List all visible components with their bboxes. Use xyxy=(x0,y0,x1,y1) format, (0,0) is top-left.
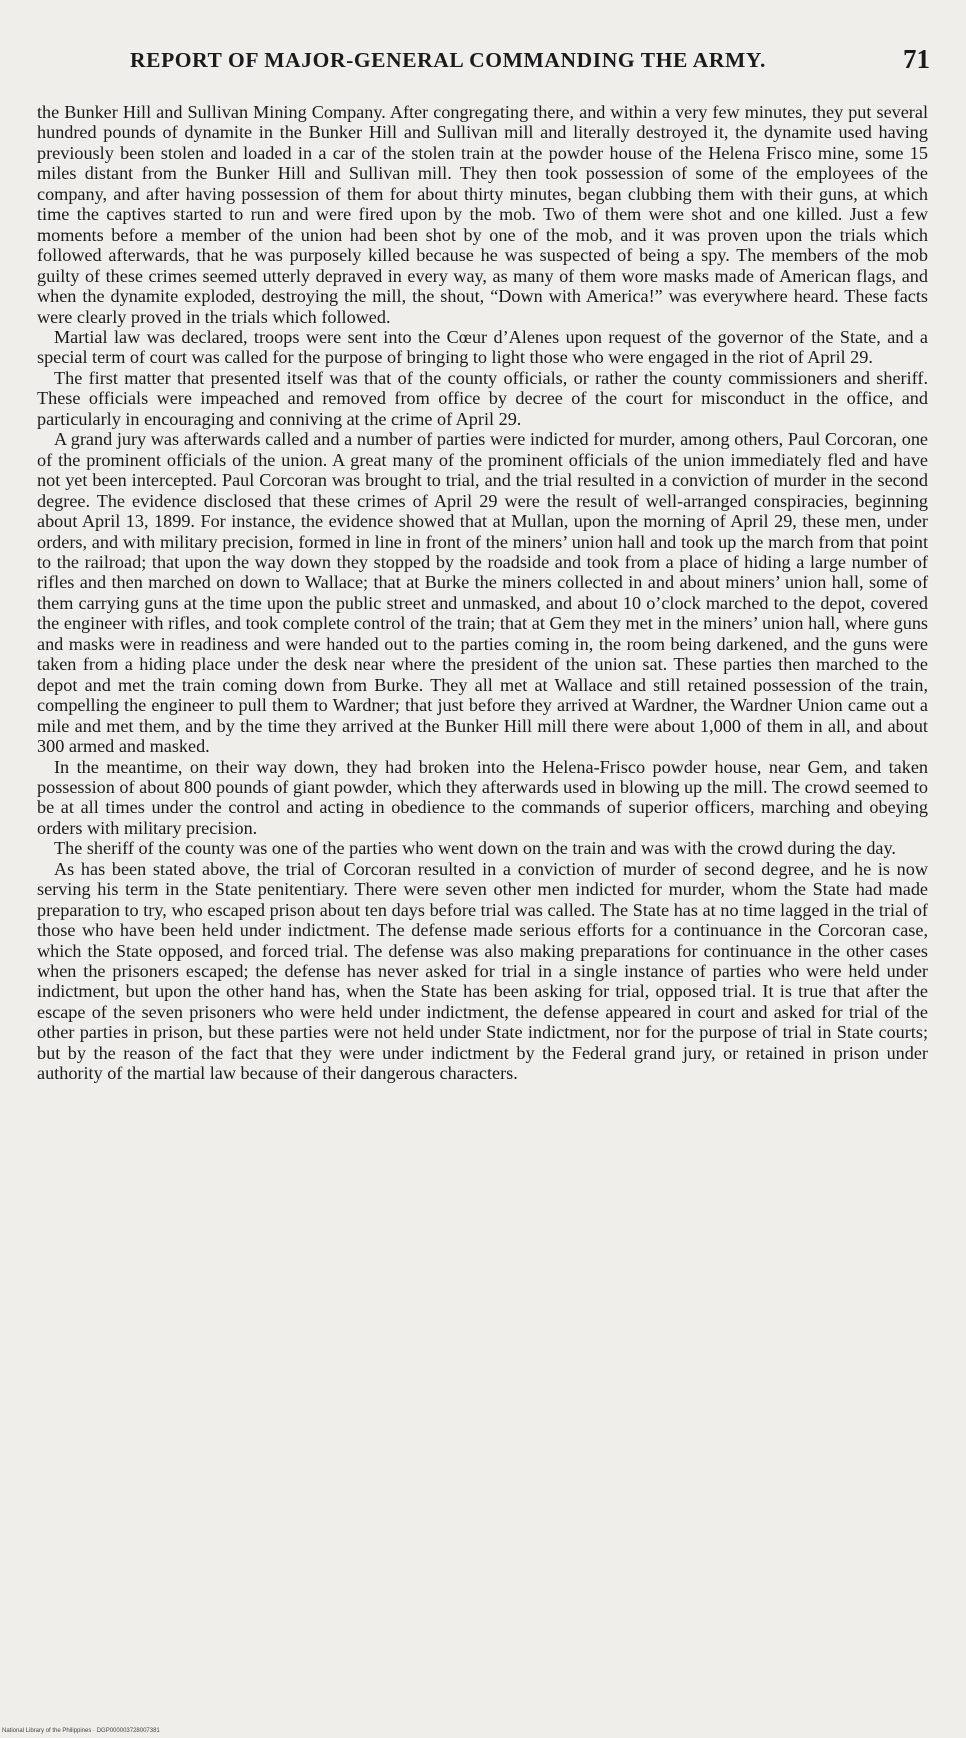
paragraph-3: The first matter that presented itself was that of the county officials, or rather the county commissioners and sheriff. These officials were impeached and removed from office by decree of the court for misconduct in the office, and particularly in encouraging and conniving at the crime of April 29. xyxy=(37,367,928,429)
paragraph-1: the Bunker Hill and Sullivan Mining Company. After congregating there, and within a very few minutes, they put several hundred pounds of dynamite in the Bunker Hill and Sullivan mill and literally destroyed it, the dynamite used having previously been stolen and loaded in a car of the stolen train at the powder house of the Helena Frisco mine, some 15 miles distant from the Bunker Hill and Sullivan mill. They then took possession of some of the employees of the company, and after having possession of them for about thirty minutes, began clubbing them with their guns, at which time the captives started to run and were fired upon by the mob. Two of them were shot and one killed. Just a few moments before a member of the union had been shot by one of the mob, and it was proven upon the trials which followed afterwards, that he was purposely killed because he was suspected of being a spy. The members of the mob guilty of these crimes seemed utterly depraved in every way, as many of them wore masks made of American flags, and when the dynamite exploded, destroying the mill, the shout, “Down with America!” was everywhere heard. These facts were clearly proved in the trials which followed. xyxy=(37,102,928,327)
footer-credit: National Library of the Philippines · DGP000003728007381 xyxy=(2,1728,160,1734)
paragraph-4: A grand jury was afterwards called and a number of parties were indicted for murder, among others, Paul Corcoran, one of the prominent officials of the union. A great many of the prominent officials of the union immediately fled and have not yet been intercepted. Paul Corcoran was brought to trial, and the trial resulted in a conviction of murder in the second degree. The evidence disclosed that these crimes of April 29 were the result of well-arranged conspiracies, beginning about April 13, 1899. For instance, the evidence showed that at Mullan, upon the morning of April 29, these men, under orders, and with military precision, formed in line in front of the miners’ union hall and took up the march from that point to the railroad; that upon the way down they stopped by the roadside and took from a place of hiding a large number of rifles and then marched on down to Wallace; that at Burke the miners collected in and about miners’ union hall, some of them carrying guns at the time upon the public street and unmasked, and about 10 o’clock marched to the depot, covered the engineer with rifles, and took complete control of the train; that at Gem they met in the miners’ union hall, where guns and masks were in readiness and were handed out to the parties coming in, the room being darkened, and the guns were taken from a hiding place under the desk near where the president of the union sat. These parties then marched to the depot and met the train coming down from Burke. They all met at Wallace and still retained possession of the train, compelling the engineer to pull them to Wardner; that just before they arrived at Wardner, the Wardner Union came out a mile and met them, and by the time they arrived at the Bunker Hill mill there were about 1,000 of them in all, and about 300 armed and masked. xyxy=(37,429,928,757)
paragraph-6: The sheriff of the county was one of the parties who went down on the train and was with the crowd during the day. xyxy=(54,838,896,859)
paragraph-2: Martial law was declared, troops were sent into the Cœur d’Alenes upon request of the governor of the State, and a special term of court was called for the purpose of bringing to light those who were engaged in the riot of April 29. xyxy=(37,326,928,368)
paragraph-5: In the meantime, on their way down, they had broken into the Helena-Frisco powder house, near Gem, and taken possession of about 800 pounds of giant powder, which they afterwards used in blowing up the mill. The crowd seemed to be at all times under the control and acting in obedience to the commands of superior officers, marching and obeying orders with military precision. xyxy=(37,756,928,838)
body-text xyxy=(37,102,928,1084)
running-title: REPORT OF MAJOR-GENERAL COMMANDING THE ARMY. xyxy=(130,48,767,72)
page-number: 71 xyxy=(903,44,930,74)
paragraph-7: As has been stated above, the trial of Corcoran resulted in a conviction of murder of second degree, and he is now serving his term in the State penitentiary. There were seven other men indicted for murder, whom the State had made preparation to try, who escaped prison about ten days before trial was called. The State has at no time lagged in the trial of those who have been held under indictment. The defense made serious efforts for a continuance in the Corcoran case, which the State opposed, and forced trial. The defense was also making preparations for continuance in the other cases when the prisoners escaped; the defense has never asked for trial in a single instance of parties who were held under indictment, but upon the other hand has, when the State has been asking for trial, opposed trial. It is true that after the escape of the seven prisoners who were held under indictment, the defense appeared in court and asked for trial of the other parties in prison, but these parties were not held under State indictment, nor for the purpose of trial in State courts; but by the reason of the fact that they were under indictment by the Federal grand jury, or retained in prison under authority of the martial law because of their dangerous characters. xyxy=(37,858,928,1084)
running-head xyxy=(100,44,936,82)
